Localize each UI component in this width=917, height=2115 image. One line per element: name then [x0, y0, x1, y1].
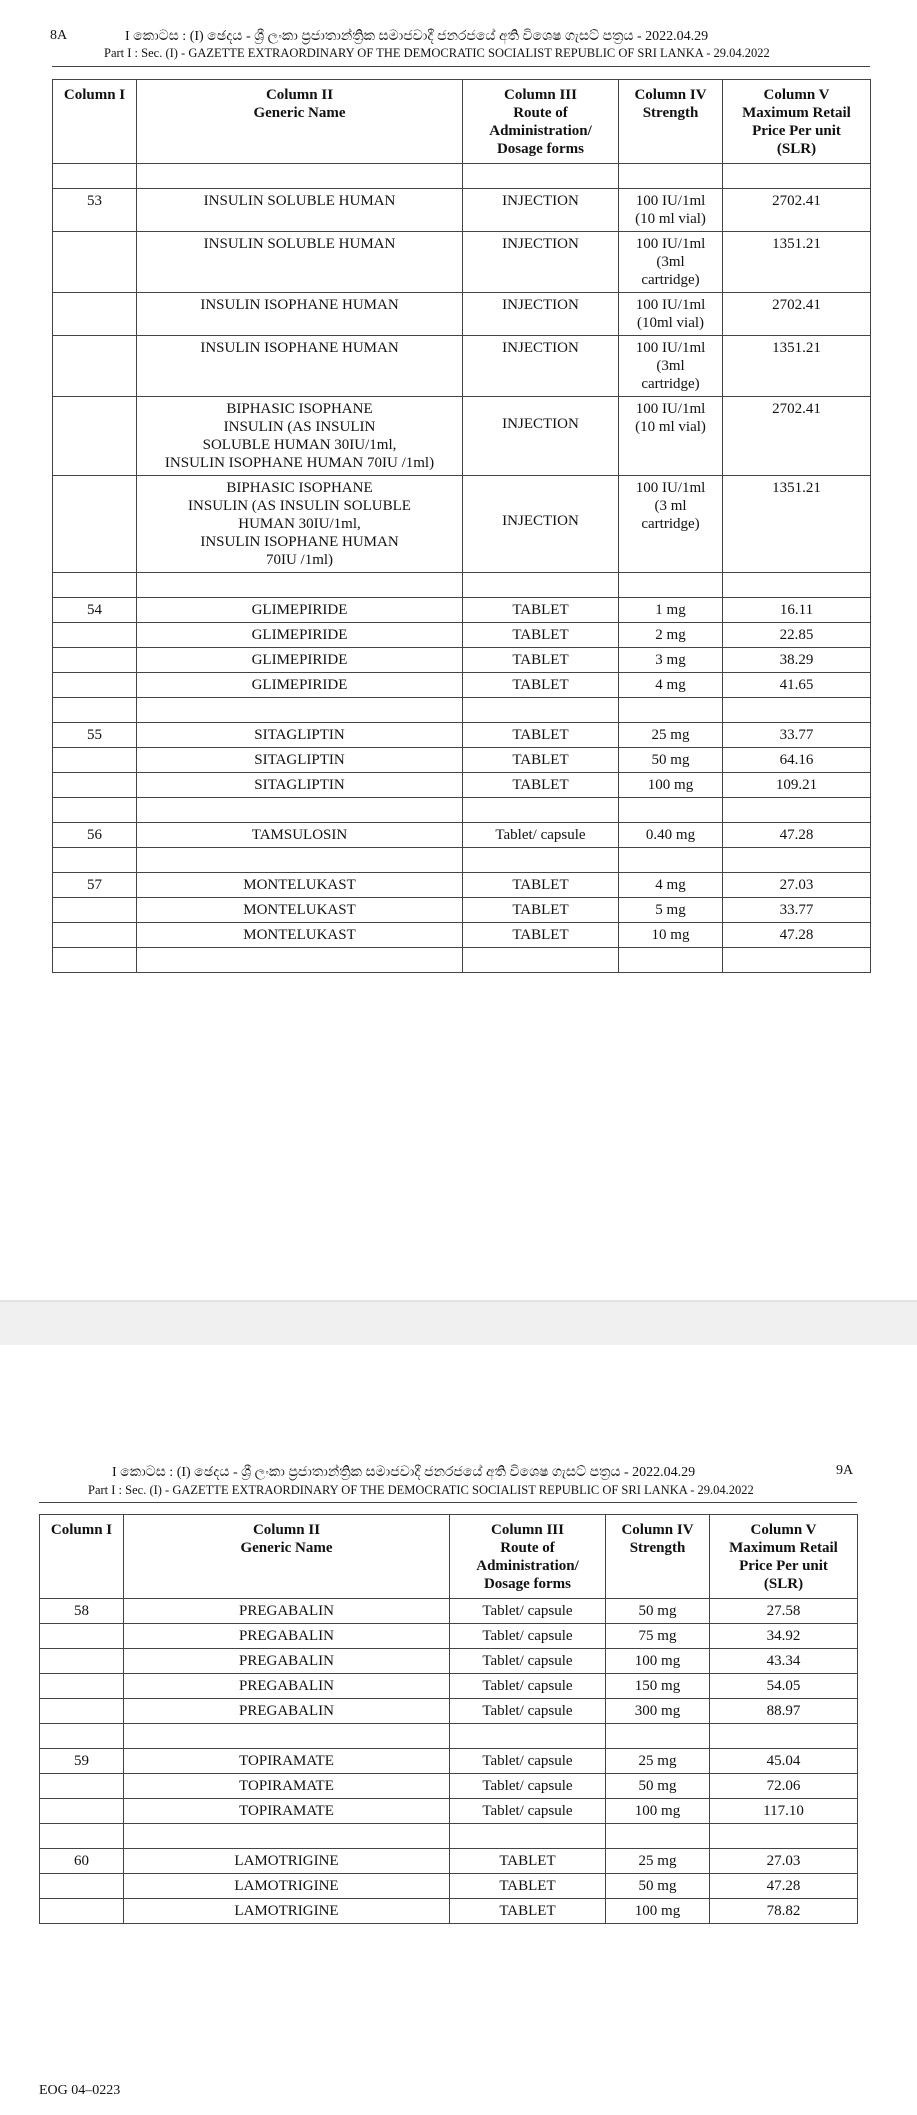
price-cell: 38.29 — [723, 648, 871, 673]
empty-cell — [723, 948, 871, 973]
table-row — [40, 1799, 858, 1824]
route-cell: TABLET — [463, 598, 619, 623]
item-number-cell: 54 — [53, 598, 137, 623]
page-header — [112, 1465, 695, 1481]
table-row — [40, 1749, 858, 1774]
table-spacer-row — [40, 1824, 858, 1849]
empty-cell — [137, 948, 463, 973]
empty-cell — [606, 1724, 710, 1749]
strength-cell: 3 mg — [619, 648, 723, 673]
empty-cell — [53, 798, 137, 823]
item-number-cell: 58 — [40, 1599, 124, 1624]
item-number-cell — [40, 1899, 124, 1924]
empty-cell — [124, 1724, 450, 1749]
header-english: Part I : Sec. (I) - GAZETTE EXTRAORDINARY OF THE DEMOCRATIC SOCIALIST REPUBLIC OF SRI LANKA - 29.04.2022 — [88, 1483, 754, 1497]
generic-name-cell: MONTELUKAST — [137, 873, 463, 898]
generic-name-cell: GLIMEPIRIDE — [137, 598, 463, 623]
generic-name-cell: INSULIN SOLUBLE HUMAN — [137, 189, 463, 232]
strength-cell: 4 mg — [619, 873, 723, 898]
route-cell: Tablet/ capsule — [463, 823, 619, 848]
table-row — [40, 1899, 858, 1924]
table-header-row — [53, 80, 871, 164]
empty-cell — [53, 573, 137, 598]
generic-name-cell: GLIMEPIRIDE — [137, 623, 463, 648]
column-header: Column II Generic Name — [137, 80, 463, 164]
generic-name-cell: TAMSULOSIN — [137, 823, 463, 848]
price-cell: 78.82 — [710, 1899, 858, 1924]
strength-cell: 25 mg — [606, 1849, 710, 1874]
empty-cell — [137, 698, 463, 723]
route-cell: TABLET — [463, 673, 619, 698]
strength-cell: 100 IU/1ml (10 ml vial) — [619, 397, 723, 476]
page-header-english-wrap — [104, 46, 770, 61]
route-cell: TABLET — [450, 1849, 606, 1874]
strength-cell: 10 mg — [619, 923, 723, 948]
table-spacer-row — [53, 798, 871, 823]
empty-cell — [124, 1824, 450, 1849]
empty-cell — [53, 848, 137, 873]
strength-cell: 100 IU/1ml (10 ml vial) — [619, 189, 723, 232]
header-sinhala: I කොටස : (I) ඡෙදය - ශ්‍රී ලංකා ප්‍රජාතාන්ත්‍රික සමාජවාදී ජනරජයේ අති විශෙෂ ගැසට් පත්‍රය - 2022.04.29 — [125, 29, 709, 44]
strength-cell: 4 mg — [619, 673, 723, 698]
generic-name-cell: TOPIRAMATE — [124, 1749, 450, 1774]
strength-cell: 100 IU/1ml (3 ml cartridge) — [619, 476, 723, 573]
price-cell: 45.04 — [710, 1749, 858, 1774]
generic-name-cell: LAMOTRIGINE — [124, 1849, 450, 1874]
empty-cell — [619, 164, 723, 189]
header-rule — [39, 1502, 857, 1503]
table-row — [40, 1849, 858, 1874]
empty-cell — [463, 164, 619, 189]
route-cell: Tablet/ capsule — [450, 1674, 606, 1699]
generic-name-cell: PREGABALIN — [124, 1674, 450, 1699]
generic-name-cell: PREGABALIN — [124, 1699, 450, 1724]
strength-cell: 150 mg — [606, 1674, 710, 1699]
table-spacer-row — [53, 848, 871, 873]
empty-cell — [619, 848, 723, 873]
table-row — [53, 476, 871, 573]
table-row — [53, 823, 871, 848]
route-cell: INJECTION — [463, 476, 619, 573]
generic-name-cell: SITAGLIPTIN — [137, 723, 463, 748]
price-cell: 33.77 — [723, 898, 871, 923]
strength-cell: 100 IU/1ml (3ml cartridge) — [619, 232, 723, 293]
price-cell: 2702.41 — [723, 189, 871, 232]
table-row — [53, 748, 871, 773]
route-cell: TABLET — [450, 1874, 606, 1899]
strength-cell: 50 mg — [606, 1599, 710, 1624]
price-cell: 34.92 — [710, 1624, 858, 1649]
table-spacer-row — [53, 573, 871, 598]
price-cell: 54.05 — [710, 1674, 858, 1699]
route-cell: Tablet/ capsule — [450, 1799, 606, 1824]
item-number-cell — [40, 1874, 124, 1899]
table-row — [53, 923, 871, 948]
price-cell: 72.06 — [710, 1774, 858, 1799]
empty-cell — [463, 698, 619, 723]
price-cell: 117.10 — [710, 1799, 858, 1824]
generic-name-cell: LAMOTRIGINE — [124, 1874, 450, 1899]
route-cell: INJECTION — [463, 232, 619, 293]
strength-cell: 100 mg — [606, 1899, 710, 1924]
table-row — [53, 293, 871, 336]
item-number-cell — [53, 336, 137, 397]
item-number-cell — [53, 648, 137, 673]
strength-cell: 0.40 mg — [619, 823, 723, 848]
item-number-cell: 59 — [40, 1749, 124, 1774]
item-number-cell — [40, 1699, 124, 1724]
empty-cell — [450, 1724, 606, 1749]
footer-code: EOG 04–0223 — [39, 2083, 121, 2098]
page-header-english-wrap — [88, 1483, 754, 1498]
header-sinhala: I කොටස : (I) ඡෙදය - ශ්‍රී ලංකා ප්‍රජාතාන්ත්‍රික සමාජවාදී ජනරජයේ අති විශෙෂ ගැසට් පත්‍රය - 2022.04.29 — [112, 1465, 696, 1480]
generic-name-cell: SITAGLIPTIN — [137, 748, 463, 773]
strength-cell: 100 mg — [606, 1649, 710, 1674]
empty-cell — [137, 164, 463, 189]
table-row — [40, 1649, 858, 1674]
route-cell: Tablet/ capsule — [450, 1699, 606, 1724]
empty-cell — [723, 698, 871, 723]
item-number-cell — [40, 1649, 124, 1674]
empty-cell — [53, 948, 137, 973]
empty-cell — [619, 798, 723, 823]
route-cell: Tablet/ capsule — [450, 1624, 606, 1649]
table-row — [53, 723, 871, 748]
price-cell: 27.03 — [723, 873, 871, 898]
table-row — [40, 1599, 858, 1624]
route-cell: Tablet/ capsule — [450, 1774, 606, 1799]
generic-name-cell: PREGABALIN — [124, 1649, 450, 1674]
generic-name-cell: GLIMEPIRIDE — [137, 673, 463, 698]
price-cell: 43.34 — [710, 1649, 858, 1674]
strength-cell: 100 IU/1ml (10ml vial) — [619, 293, 723, 336]
generic-name-cell: PREGABALIN — [124, 1599, 450, 1624]
empty-cell — [723, 848, 871, 873]
empty-cell — [137, 848, 463, 873]
strength-cell: 100 IU/1ml (3ml cartridge) — [619, 336, 723, 397]
item-number-cell — [53, 293, 137, 336]
route-cell: TABLET — [463, 623, 619, 648]
item-number-cell — [53, 397, 137, 476]
item-number-cell — [40, 1624, 124, 1649]
route-cell: TABLET — [463, 773, 619, 798]
column-header: Column III Route of Administration/ Dosage forms — [463, 80, 619, 164]
price-cell: 47.28 — [723, 923, 871, 948]
empty-cell — [53, 698, 137, 723]
route-cell: TABLET — [463, 873, 619, 898]
table-row — [40, 1774, 858, 1799]
table-row — [53, 623, 871, 648]
empty-cell — [137, 798, 463, 823]
route-cell: TABLET — [463, 648, 619, 673]
route-cell: Tablet/ capsule — [450, 1599, 606, 1624]
table-spacer-row — [40, 1724, 858, 1749]
route-cell: TABLET — [450, 1899, 606, 1924]
generic-name-cell: BIPHASIC ISOPHANE INSULIN (AS INSULIN SOLUBLE HUMAN 30IU/1ml, INSULIN ISOPHANE HUMAN 70IU /1ml) — [137, 476, 463, 573]
empty-cell — [710, 1824, 858, 1849]
item-number-cell — [53, 623, 137, 648]
table-row — [40, 1874, 858, 1899]
price-cell: 41.65 — [723, 673, 871, 698]
table-row — [53, 648, 871, 673]
strength-cell: 25 mg — [619, 723, 723, 748]
route-cell: INJECTION — [463, 189, 619, 232]
generic-name-cell: GLIMEPIRIDE — [137, 648, 463, 673]
strength-cell: 50 mg — [606, 1874, 710, 1899]
empty-cell — [40, 1724, 124, 1749]
generic-name-cell: INSULIN ISOPHANE HUMAN — [137, 336, 463, 397]
strength-cell: 100 mg — [606, 1799, 710, 1824]
column-header: Column I — [53, 80, 137, 164]
price-cell: 88.97 — [710, 1699, 858, 1724]
item-number-cell — [53, 923, 137, 948]
empty-cell — [40, 1824, 124, 1849]
empty-cell — [619, 698, 723, 723]
item-number-cell — [53, 773, 137, 798]
price-table — [52, 79, 871, 973]
page-number: 8A — [50, 28, 68, 43]
price-cell: 1351.21 — [723, 336, 871, 397]
route-cell: INJECTION — [463, 336, 619, 397]
price-cell: 33.77 — [723, 723, 871, 748]
table-row — [53, 397, 871, 476]
empty-cell — [450, 1824, 606, 1849]
item-number-cell — [53, 232, 137, 293]
price-cell: 22.85 — [723, 623, 871, 648]
page-number: 9A — [836, 1463, 854, 1478]
column-header: Column II Generic Name — [124, 1515, 450, 1599]
item-number-cell — [53, 673, 137, 698]
table-spacer-row — [53, 164, 871, 189]
price-cell: 16.11 — [723, 598, 871, 623]
page-separator — [0, 1300, 917, 1345]
route-cell: Tablet/ capsule — [450, 1649, 606, 1674]
table-row — [40, 1699, 858, 1724]
empty-cell — [723, 573, 871, 598]
header-rule — [52, 66, 870, 67]
empty-cell — [710, 1724, 858, 1749]
table-row — [40, 1624, 858, 1649]
item-number-cell — [40, 1799, 124, 1824]
gazette-page-9a — [0, 1345, 917, 2115]
generic-name-cell: INSULIN SOLUBLE HUMAN — [137, 232, 463, 293]
column-header: Column V Maximum Retail Price Per unit (SLR) — [723, 80, 871, 164]
generic-name-cell: LAMOTRIGINE — [124, 1899, 450, 1924]
table-row — [53, 773, 871, 798]
item-number-cell — [53, 898, 137, 923]
page-header — [125, 29, 708, 45]
column-header: Column III Route of Administration/ Dosage forms — [450, 1515, 606, 1599]
empty-cell — [463, 948, 619, 973]
price-cell: 47.28 — [710, 1874, 858, 1899]
empty-cell — [463, 848, 619, 873]
generic-name-cell: MONTELUKAST — [137, 898, 463, 923]
strength-cell: 300 mg — [606, 1699, 710, 1724]
strength-cell: 5 mg — [619, 898, 723, 923]
generic-name-cell: TOPIRAMATE — [124, 1799, 450, 1824]
item-number-cell — [40, 1774, 124, 1799]
table-header-row — [40, 1515, 858, 1599]
column-header: Column I — [40, 1515, 124, 1599]
route-cell: TABLET — [463, 923, 619, 948]
item-number-cell — [53, 476, 137, 573]
table-row — [53, 336, 871, 397]
route-cell: Tablet/ capsule — [450, 1749, 606, 1774]
item-number-cell — [53, 748, 137, 773]
route-cell: INJECTION — [463, 397, 619, 476]
table-row — [53, 673, 871, 698]
empty-cell — [463, 798, 619, 823]
price-cell: 109.21 — [723, 773, 871, 798]
item-number-cell: 55 — [53, 723, 137, 748]
table-spacer-row — [53, 698, 871, 723]
item-number-cell: 56 — [53, 823, 137, 848]
column-header: Column IV Strength — [606, 1515, 710, 1599]
price-cell: 27.03 — [710, 1849, 858, 1874]
generic-name-cell: MONTELUKAST — [137, 923, 463, 948]
price-cell: 47.28 — [723, 823, 871, 848]
route-cell: INJECTION — [463, 293, 619, 336]
item-number-cell: 60 — [40, 1849, 124, 1874]
price-cell: 2702.41 — [723, 397, 871, 476]
price-cell: 1351.21 — [723, 232, 871, 293]
strength-cell: 25 mg — [606, 1749, 710, 1774]
empty-cell — [137, 573, 463, 598]
table-row — [53, 898, 871, 923]
price-cell: 27.58 — [710, 1599, 858, 1624]
item-number-cell — [40, 1674, 124, 1699]
empty-cell — [53, 164, 137, 189]
route-cell: TABLET — [463, 898, 619, 923]
strength-cell: 75 mg — [606, 1624, 710, 1649]
empty-cell — [619, 573, 723, 598]
generic-name-cell: PREGABALIN — [124, 1624, 450, 1649]
item-number-cell: 57 — [53, 873, 137, 898]
strength-cell: 1 mg — [619, 598, 723, 623]
table-row — [53, 189, 871, 232]
price-cell: 64.16 — [723, 748, 871, 773]
generic-name-cell: BIPHASIC ISOPHANE INSULIN (AS INSULIN SOLUBLE HUMAN 30IU/1ml, INSULIN ISOPHANE HUMAN 70IU /1ml) — [137, 397, 463, 476]
price-table — [39, 1514, 858, 1924]
column-header: Column V Maximum Retail Price Per unit (SLR) — [710, 1515, 858, 1599]
empty-cell — [606, 1824, 710, 1849]
strength-cell: 50 mg — [606, 1774, 710, 1799]
table-spacer-row — [53, 948, 871, 973]
route-cell: TABLET — [463, 723, 619, 748]
generic-name-cell: SITAGLIPTIN — [137, 773, 463, 798]
table-row — [53, 873, 871, 898]
empty-cell — [723, 798, 871, 823]
item-number-cell: 53 — [53, 189, 137, 232]
table-row — [40, 1674, 858, 1699]
header-english: Part I : Sec. (I) - GAZETTE EXTRAORDINARY OF THE DEMOCRATIC SOCIALIST REPUBLIC OF SRI LANKA - 29.04.2022 — [104, 46, 770, 60]
price-cell: 1351.21 — [723, 476, 871, 573]
strength-cell: 100 mg — [619, 773, 723, 798]
column-header: Column IV Strength — [619, 80, 723, 164]
empty-cell — [723, 164, 871, 189]
route-cell: TABLET — [463, 748, 619, 773]
empty-cell — [619, 948, 723, 973]
strength-cell: 2 mg — [619, 623, 723, 648]
strength-cell: 50 mg — [619, 748, 723, 773]
empty-cell — [463, 573, 619, 598]
table-row — [53, 598, 871, 623]
generic-name-cell: INSULIN ISOPHANE HUMAN — [137, 293, 463, 336]
table-row — [53, 232, 871, 293]
generic-name-cell: TOPIRAMATE — [124, 1774, 450, 1799]
price-cell: 2702.41 — [723, 293, 871, 336]
